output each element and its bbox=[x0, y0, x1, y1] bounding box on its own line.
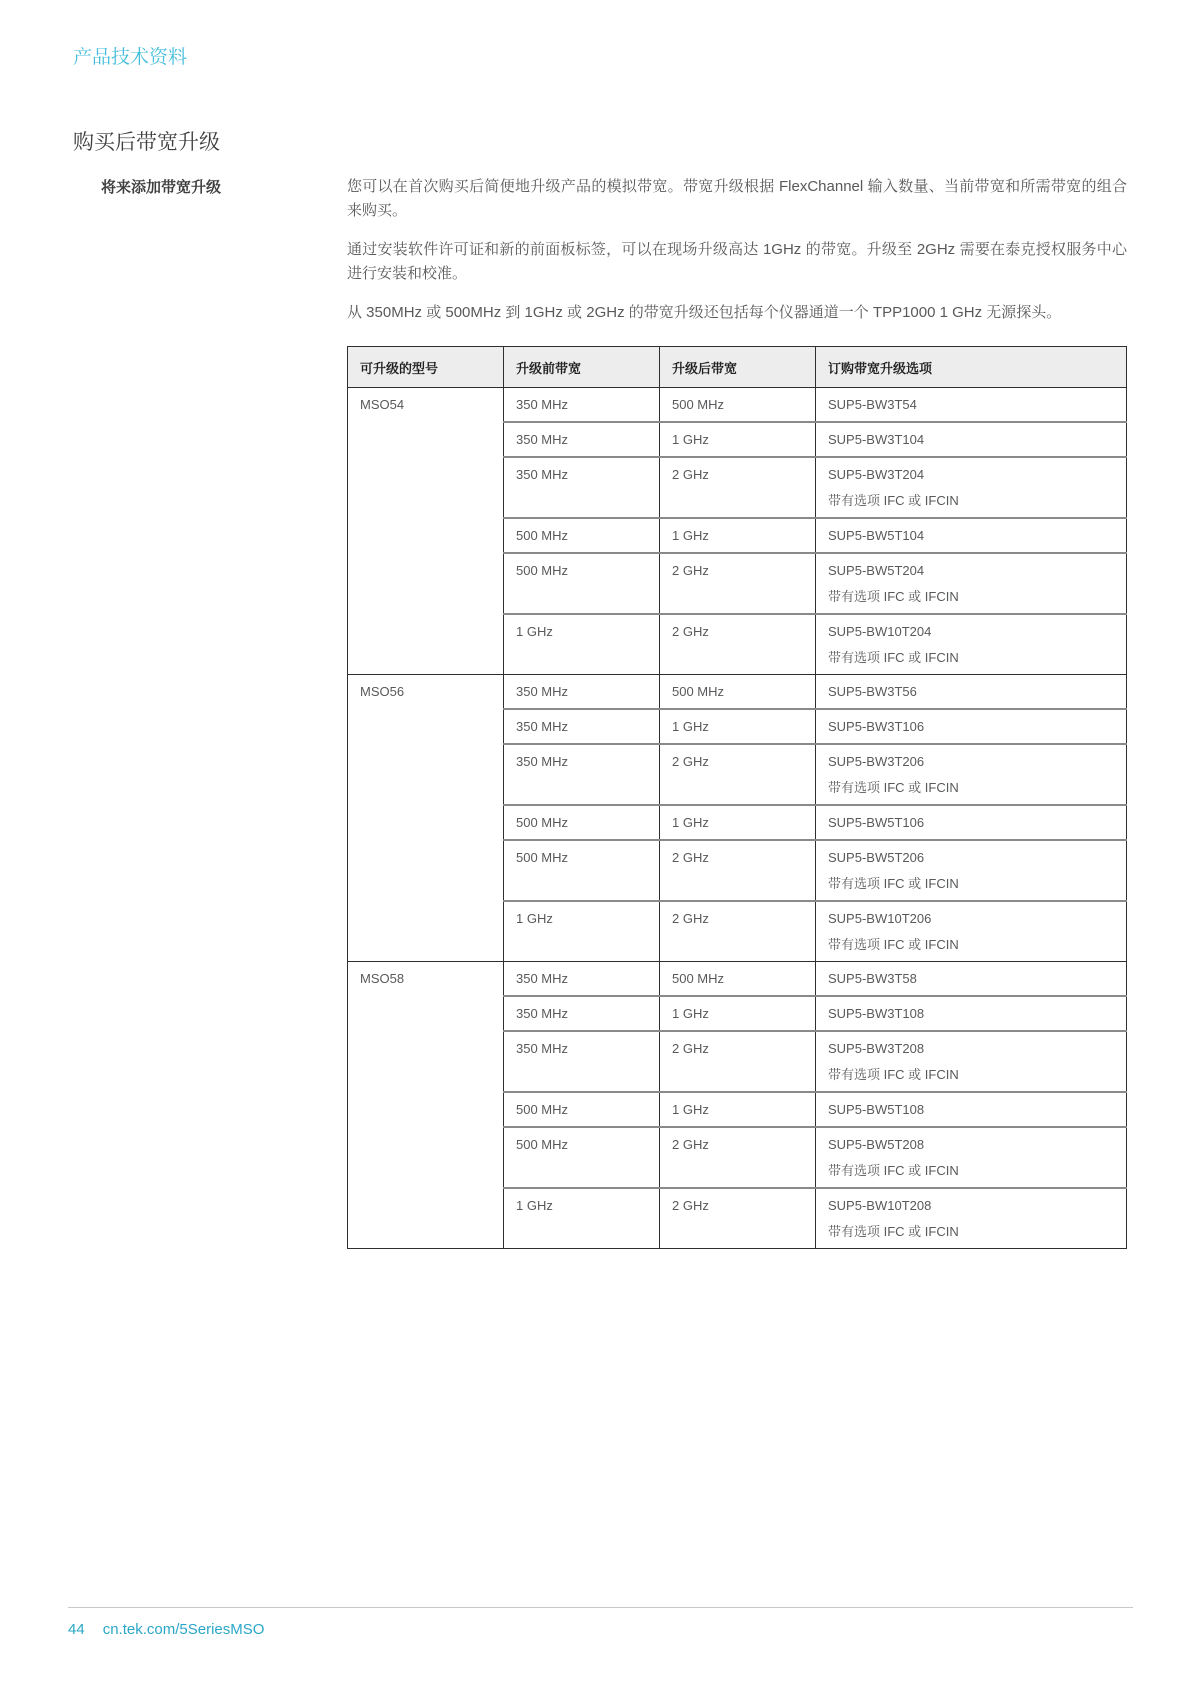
model-cell: MSO58 bbox=[348, 962, 504, 1249]
option-cell bbox=[816, 388, 1127, 423]
option-cell bbox=[816, 422, 1127, 457]
bandwidth-upgrade-table bbox=[347, 346, 1127, 1249]
option-code: SUP5-BW5T104 bbox=[828, 528, 925, 543]
option-note: 带有选项 IFC 或 IFCIN bbox=[828, 876, 959, 891]
option-cell bbox=[816, 1127, 1127, 1188]
bandwidth-after-cell: 1 GHz bbox=[660, 1092, 816, 1127]
bandwidth-after-cell: 2 GHz bbox=[660, 901, 816, 962]
bandwidth-after-cell: 1 GHz bbox=[660, 709, 816, 744]
option-code: SUP5-BW5T108 bbox=[828, 1102, 925, 1117]
option-code: SUP5-BW5T106 bbox=[828, 815, 925, 830]
option-code: SUP5-BW10T208 bbox=[828, 1198, 932, 1213]
option-code: SUP5-BW3T56 bbox=[828, 684, 917, 699]
option-note: 带有选项 IFC 或 IFCIN bbox=[828, 780, 959, 795]
option-note: 带有选项 IFC 或 IFCIN bbox=[828, 589, 959, 604]
option-cell bbox=[816, 840, 1127, 901]
bandwidth-before-cell: 350 MHz bbox=[504, 457, 660, 518]
option-code: SUP5-BW10T206 bbox=[828, 911, 932, 926]
upgrade-table-body bbox=[348, 388, 1127, 1249]
table-row bbox=[348, 962, 1127, 997]
bandwidth-after-cell: 1 GHz bbox=[660, 805, 816, 840]
option-cell bbox=[816, 518, 1127, 553]
main-column bbox=[347, 175, 1127, 1249]
option-cell bbox=[816, 996, 1127, 1031]
option-cell bbox=[816, 805, 1127, 840]
bandwidth-after-cell: 1 GHz bbox=[660, 996, 816, 1031]
column-header-upgrade-option: 订购带宽升级选项 bbox=[816, 347, 1127, 388]
bandwidth-before-cell: 500 MHz bbox=[504, 518, 660, 553]
footer-link[interactable]: cn.tek.com/5SeriesMSO bbox=[102, 1621, 265, 1638]
section-title: 购买后带宽升级 bbox=[73, 131, 220, 154]
option-note: 带有选项 IFC 或 IFCIN bbox=[828, 937, 959, 952]
bandwidth-after-cell: 1 GHz bbox=[660, 518, 816, 553]
table-header-row bbox=[348, 347, 1127, 388]
option-code: SUP5-BW3T108 bbox=[828, 1006, 925, 1021]
option-cell bbox=[816, 675, 1127, 710]
bandwidth-after-cell: 2 GHz bbox=[660, 614, 816, 675]
option-cell bbox=[816, 709, 1127, 744]
bandwidth-before-cell: 500 MHz bbox=[504, 840, 660, 901]
bandwidth-before-cell: 500 MHz bbox=[504, 1092, 660, 1127]
option-note: 带有选项 IFC 或 IFCIN bbox=[828, 1067, 959, 1082]
bandwidth-before-cell: 500 MHz bbox=[504, 553, 660, 614]
bandwidth-after-cell: 2 GHz bbox=[660, 553, 816, 614]
side-label: 将来添加带宽升级 bbox=[101, 179, 222, 196]
bandwidth-before-cell: 350 MHz bbox=[504, 388, 660, 423]
bandwidth-after-cell: 500 MHz bbox=[660, 962, 816, 997]
bandwidth-after-cell: 2 GHz bbox=[660, 1127, 816, 1188]
bandwidth-after-cell: 500 MHz bbox=[660, 675, 816, 710]
option-code: SUP5-BW3T54 bbox=[828, 397, 917, 412]
option-cell bbox=[816, 553, 1127, 614]
option-cell bbox=[816, 614, 1127, 675]
option-code: SUP5-BW5T204 bbox=[828, 563, 925, 578]
option-note: 带有选项 IFC 或 IFCIN bbox=[828, 650, 959, 665]
bandwidth-before-cell: 350 MHz bbox=[504, 1031, 660, 1092]
page-footer bbox=[68, 1607, 1133, 1638]
bandwidth-after-cell: 2 GHz bbox=[660, 1188, 816, 1249]
bandwidth-after-cell: 2 GHz bbox=[660, 457, 816, 518]
option-code: SUP5-BW3T206 bbox=[828, 754, 925, 769]
bandwidth-before-cell: 1 GHz bbox=[504, 614, 660, 675]
option-note: 带有选项 IFC 或 IFCIN bbox=[828, 493, 959, 508]
table-row bbox=[348, 675, 1127, 710]
option-code: SUP5-BW5T206 bbox=[828, 850, 925, 865]
option-cell bbox=[816, 1031, 1127, 1092]
option-cell bbox=[816, 1092, 1127, 1127]
option-code: SUP5-BW3T58 bbox=[828, 971, 917, 986]
bandwidth-after-cell: 2 GHz bbox=[660, 840, 816, 901]
bandwidth-before-cell: 350 MHz bbox=[504, 962, 660, 997]
bandwidth-before-cell: 350 MHz bbox=[504, 709, 660, 744]
column-header-bandwidth-after: 升级后带宽 bbox=[660, 347, 816, 388]
bandwidth-before-cell: 500 MHz bbox=[504, 805, 660, 840]
model-cell: MSO56 bbox=[348, 675, 504, 962]
option-code: SUP5-BW3T106 bbox=[828, 719, 925, 734]
field-upgrade-paragraph: 通过安装软件许可证和新的前面板标签，可以在现场升级高达 1GHz 的带宽。升级至 2GHz 需要在泰克授权服务中心进行安装和校准。 bbox=[347, 241, 1127, 282]
option-code: SUP5-BW3T208 bbox=[828, 1041, 925, 1056]
bandwidth-before-cell: 1 GHz bbox=[504, 1188, 660, 1249]
page-number: 44 bbox=[68, 1621, 85, 1638]
bandwidth-before-cell: 350 MHz bbox=[504, 744, 660, 805]
column-header-bandwidth-before: 升级前带宽 bbox=[504, 347, 660, 388]
option-note: 带有选项 IFC 或 IFCIN bbox=[828, 1163, 959, 1178]
doc-type-label: 产品技术资料 bbox=[73, 47, 188, 68]
option-code: SUP5-BW3T204 bbox=[828, 467, 925, 482]
content-row bbox=[68, 175, 1131, 1249]
bandwidth-before-cell: 500 MHz bbox=[504, 1127, 660, 1188]
bandwidth-before-cell: 350 MHz bbox=[504, 996, 660, 1031]
option-cell bbox=[816, 744, 1127, 805]
bandwidth-before-cell: 350 MHz bbox=[504, 422, 660, 457]
option-cell bbox=[816, 962, 1127, 997]
option-cell bbox=[816, 1188, 1127, 1249]
option-note: 带有选项 IFC 或 IFCIN bbox=[828, 1224, 959, 1239]
option-cell bbox=[816, 457, 1127, 518]
option-code: SUP5-BW10T204 bbox=[828, 624, 932, 639]
bandwidth-before-cell: 1 GHz bbox=[504, 901, 660, 962]
bandwidth-after-cell: 1 GHz bbox=[660, 422, 816, 457]
bandwidth-before-cell: 350 MHz bbox=[504, 675, 660, 710]
option-code: SUP5-BW3T104 bbox=[828, 432, 925, 447]
option-cell bbox=[816, 901, 1127, 962]
bandwidth-after-cell: 2 GHz bbox=[660, 744, 816, 805]
intro-paragraph: 您可以在首次购买后简便地升级产品的模拟带宽。带宽升级根据 FlexChannel 输入数量、当前带宽和所需带宽的组合来购买。 bbox=[347, 178, 1127, 219]
bandwidth-after-cell: 2 GHz bbox=[660, 1031, 816, 1092]
column-header-model: 可升级的型号 bbox=[348, 347, 504, 388]
model-cell: MSO54 bbox=[348, 388, 504, 675]
bandwidth-after-cell: 500 MHz bbox=[660, 388, 816, 423]
option-code: SUP5-BW5T208 bbox=[828, 1137, 925, 1152]
table-row bbox=[348, 388, 1127, 423]
probe-paragraph: 从 350MHz 或 500MHz 到 1GHz 或 2GHz 的带宽升级还包括每个仪器通道一个 TPP1000 1 GHz 无源探头。 bbox=[347, 304, 1062, 321]
